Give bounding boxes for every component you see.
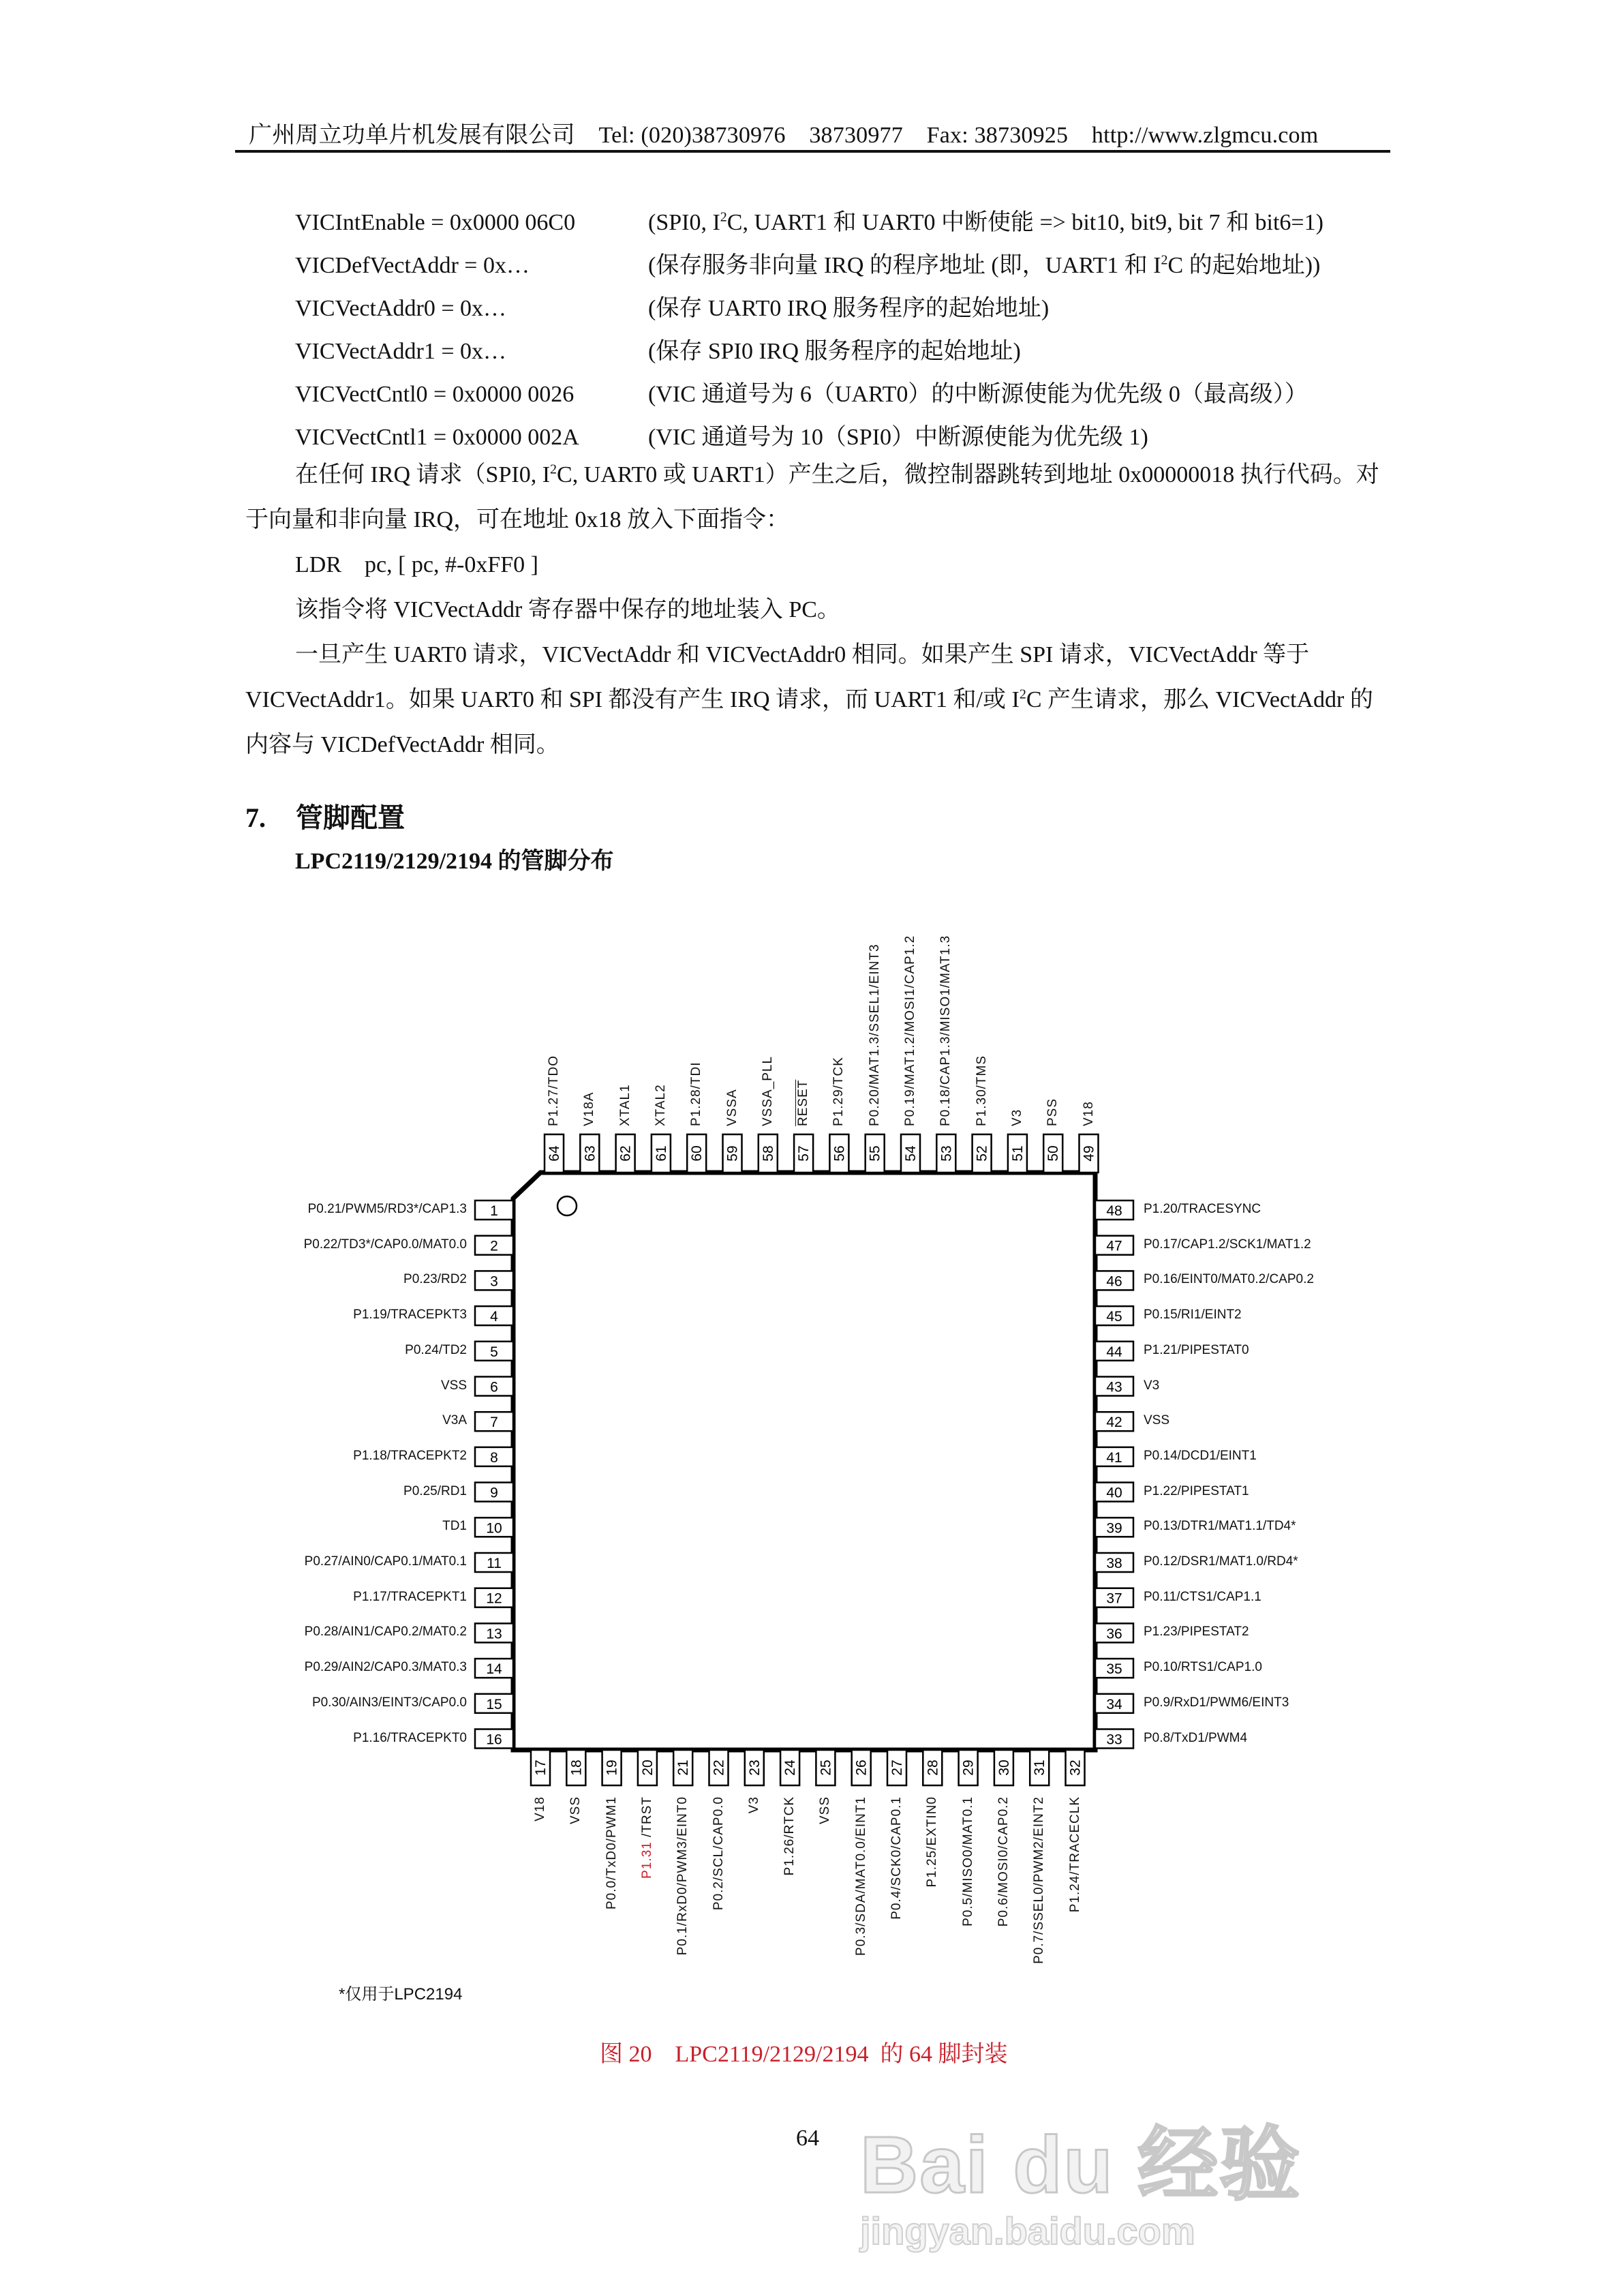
pin-number: 20 — [639, 1759, 656, 1776]
pin-label: P0.2/SCL/CAP0.0 — [711, 1796, 726, 1911]
pin-number: 38 — [1106, 1556, 1122, 1571]
pin-label: P0.25/RD1 — [403, 1483, 467, 1498]
pin-number: 42 — [1106, 1415, 1122, 1431]
pin-number: 60 — [689, 1145, 705, 1162]
pin-number: 4 — [490, 1309, 498, 1325]
pin-label: XTAL2 — [653, 1084, 668, 1126]
pin-label: V18 — [533, 1796, 547, 1822]
watermark-brand: Bai du 经验 — [860, 2120, 1302, 2210]
pin-label: TD1 — [442, 1519, 467, 1534]
pin-number: 52 — [974, 1145, 990, 1162]
pin-number: 15 — [486, 1696, 502, 1712]
pin-number: 11 — [487, 1556, 502, 1571]
pin-number: 1 — [490, 1203, 498, 1219]
pin-number: 62 — [617, 1145, 634, 1162]
pin-number: 14 — [486, 1661, 502, 1678]
pin-number: 37 — [1106, 1590, 1122, 1607]
pin-label: P0.3/SDA/MAT0.0/EINT1 — [853, 1796, 868, 1956]
pin-number: 5 — [490, 1344, 498, 1360]
figure-caption: 图 20 LPC2119/2129/2194 的 64 脚封装 — [600, 2042, 1008, 2067]
pin-label: VSS — [568, 1796, 583, 1825]
pin-label: P1.30/TMS — [974, 1055, 989, 1126]
pin-label: P0.1/RxD0/PWM3/EINT0 — [675, 1796, 690, 1956]
pin-number: 47 — [1106, 1238, 1122, 1254]
pin-number: 28 — [925, 1759, 941, 1776]
pin-number: 16 — [486, 1732, 502, 1748]
pin-number: 13 — [486, 1626, 502, 1642]
pin-number: 50 — [1045, 1145, 1062, 1162]
pin-number: 29 — [960, 1759, 977, 1776]
pin-number: 2 — [490, 1238, 498, 1254]
section-subtitle: LPC2119/2129/2194 的管脚分布 — [295, 849, 614, 874]
pin-label: P0.18/CAP1.3/MISO1/MAT1.3 — [938, 935, 953, 1126]
register-line: VICVectCntl1 = 0x0000 002A (VIC 通道号为 10（SPI0）中断源使能为优先级 1) — [295, 425, 1148, 450]
pin-label: VSS — [1144, 1413, 1170, 1428]
pin-label: P0.4/SCK0/CAP0.1 — [889, 1796, 904, 1920]
pin-number: 35 — [1106, 1661, 1122, 1678]
pin-number: 9 — [490, 1485, 498, 1501]
pin-number: 43 — [1106, 1379, 1122, 1395]
pin-number: 21 — [675, 1759, 692, 1776]
pin-label: P1.29/TCK — [831, 1057, 846, 1126]
pin1-marker-icon — [557, 1196, 577, 1215]
pin-label: P1.19/TRACEPKT3 — [353, 1308, 467, 1323]
paragraph-irq: 在任何 IRQ 请求（SPI0, $I^2C$, UART0 或 UART1）产生之后，微控制器跳转到地址 0x00000018 执行代码。对于向量和非向量 IRQ，可在地址 0x18 放入下面指令： — [245, 462, 1379, 532]
pin-label: PSS — [1045, 1098, 1060, 1126]
page-number: 64 — [796, 2126, 819, 2151]
pin-label: P1.26/RTCK — [782, 1796, 797, 1876]
pin-label: V18 — [1081, 1101, 1096, 1126]
pin-label: P0.8/TxD1/PWM4 — [1144, 1730, 1248, 1745]
pin-number: 53 — [938, 1145, 955, 1162]
pin-label: V3A — [442, 1413, 467, 1428]
pin-label: P0.6/MOSI0/CAP0.2 — [996, 1796, 1011, 1927]
pin-number: 48 — [1106, 1203, 1122, 1219]
pin-label: P0.19/MAT1.2/MOSI1/CAP1.2 — [903, 935, 917, 1126]
pin-number: 57 — [796, 1145, 812, 1162]
pin-label: P0.20/MAT1.3/SSEL1/EINT3 — [867, 943, 882, 1126]
pin-label: P1.21/PIPESTAT0 — [1144, 1342, 1249, 1357]
pin-label-highlight: P1.31 — [639, 1837, 654, 1879]
pin-number: 34 — [1106, 1696, 1122, 1712]
pin-label: VSSA — [724, 1089, 739, 1126]
chip-body — [513, 1173, 1095, 1750]
pin-number: 49 — [1081, 1145, 1097, 1162]
pin-label: P1.28/TDI — [689, 1061, 704, 1126]
pin-label: P0.15/RI1/EINT2 — [1144, 1308, 1242, 1323]
tel-2: 38730977 — [809, 123, 903, 148]
pin-number: 64 — [547, 1145, 562, 1162]
section-heading: 7. 管脚配置 — [245, 802, 405, 833]
pin-number: 7 — [490, 1415, 498, 1431]
pin-number: 58 — [760, 1145, 776, 1162]
code-line: LDR pc, [ pc, #-0xFF0 ] — [295, 552, 538, 577]
pin-number: 8 — [490, 1449, 498, 1466]
pin-label: P0.17/CAP1.2/SCK1/MAT1.2 — [1144, 1237, 1311, 1252]
pin-number: 59 — [724, 1145, 741, 1162]
pin-label: P1.22/PIPESTAT1 — [1144, 1483, 1249, 1498]
pin-number: 55 — [867, 1145, 883, 1162]
pin-label: VSS — [440, 1378, 467, 1393]
paragraph-uart: 一旦产生 UART0 请求，VICVectAddr 和 VICVectAddr0 相同。如果产生 SPI 请求，VICVectAddr 等于 VICVectAddr1。如果 UART0 和 SPI 都没有产生 IRQ 请求，而 UART1 和/或 $I^2C$ 产生请求，那么 VICVectAddr 的内容与 VICDefVectAddr 相同。 — [245, 642, 1373, 757]
pin-number: 24 — [782, 1759, 799, 1776]
pin-number: 54 — [903, 1145, 919, 1162]
register-line: VICVectAddr0 = 0x… (保存 UART0 IRQ 服务程序的起始地址) — [295, 296, 1050, 321]
register-line: VICVectAddr1 = 0x… (保存 SPI0 IRQ 服务程序的起始地址) — [295, 339, 1021, 364]
pin-number: 51 — [1009, 1145, 1026, 1162]
pin-label: P1.20/TRACESYNC — [1144, 1202, 1261, 1216]
pin-number: 27 — [889, 1759, 905, 1776]
pin-label: P0.13/DTR1/MAT1.1/TD4* — [1144, 1519, 1296, 1534]
pin-label: P0.29/AIN2/CAP0.3/MAT0.3 — [304, 1660, 467, 1675]
pin-number: 31 — [1032, 1759, 1048, 1776]
pin-label: P1.23/PIPESTAT2 — [1144, 1625, 1249, 1640]
pin-label: P1.31 /TRST — [639, 1796, 654, 1879]
pin-number: 6 — [490, 1379, 498, 1395]
pin-number: 44 — [1106, 1344, 1122, 1360]
pin-label: VSS — [818, 1796, 833, 1825]
footnote: *仅用于LPC2194 — [339, 1985, 463, 2004]
register-line: VICDefVectAddr = 0x… (保存服务非向量 IRQ 的程序地址 (即，UART1 和 $I^2C$ 的起始地址)) — [295, 252, 1321, 278]
pin-label: P1.16/TRACEPKT0 — [353, 1730, 467, 1745]
pin-number: 41 — [1106, 1449, 1122, 1466]
pin-label: P0.24/TD2 — [405, 1342, 467, 1357]
pin-number: 18 — [568, 1759, 585, 1776]
pin-number: 30 — [996, 1759, 1012, 1776]
pin-number: 32 — [1067, 1759, 1084, 1776]
pin-label: P1.17/TRACEPKT1 — [353, 1589, 467, 1604]
pin-number: 56 — [831, 1145, 848, 1162]
pin-number: 12 — [486, 1590, 502, 1607]
pin-number: 26 — [853, 1759, 870, 1776]
pin-label: P0.0/TxD0/PWM1 — [604, 1796, 619, 1910]
pin-label: P0.23/RD2 — [403, 1272, 467, 1287]
fax: Fax: 38730925 — [926, 123, 1069, 148]
pin-label: P1.25/EXTIN0 — [925, 1796, 940, 1888]
pin-label: P1.24/TRACECLK — [1067, 1796, 1082, 1913]
pin-label: P0.9/RxD1/PWM6/EINT3 — [1144, 1695, 1289, 1710]
watermark-url: jingyan.baidu.com — [860, 2209, 1195, 2252]
paragraph-ldr: 该指令将 VICVectAddr 寄存器中保存的地址装入 PC。 — [295, 597, 840, 622]
pin-label: P0.10/RTS1/CAP1.0 — [1144, 1660, 1262, 1675]
pin-label: P0.28/AIN1/CAP0.2/MAT0.2 — [304, 1625, 467, 1640]
pin-label: P0.11/CTS1/CAP1.1 — [1144, 1589, 1261, 1604]
pin-number: 25 — [818, 1759, 834, 1776]
pin-label: RESET — [796, 1079, 811, 1126]
pin-label: P0.5/MISO0/MAT0.1 — [960, 1796, 975, 1927]
watermark — [860, 2100, 1301, 2253]
pin-label: P0.7/SSEL0/PWM2/EINT2 — [1032, 1796, 1047, 1964]
pin-label: V3 — [746, 1796, 761, 1814]
pin-label: P1.27/TDO — [547, 1055, 561, 1126]
register-line: VICIntEnable = 0x0000 06C0 (SPI0, $I^2C$, UART1 和 UART0 中断使能 => bit10, bit9, bit 7 和 bit6=1) — [295, 209, 1323, 235]
pin-number: 17 — [533, 1759, 549, 1776]
pin-number: 39 — [1106, 1520, 1122, 1537]
pin-boxes — [475, 1134, 1133, 1785]
pin-number: 23 — [746, 1759, 763, 1776]
pin-label: P0.12/DSR1/MAT1.0/RD4* — [1144, 1554, 1298, 1569]
pin-label: V3 — [1009, 1108, 1024, 1126]
pin-label: P1.18/TRACEPKT2 — [353, 1448, 467, 1463]
pin-number: 10 — [486, 1520, 502, 1537]
pin-number: 45 — [1106, 1309, 1122, 1325]
pin-number: 63 — [582, 1145, 598, 1162]
pin-label: P0.22/TD3*/CAP0.0/MAT0.0 — [303, 1237, 467, 1252]
company-name: 广州周立功单片机发展有限公司 — [249, 123, 575, 148]
pin-label: V3 — [1144, 1378, 1160, 1393]
pin-label: P0.16/EINT0/MAT0.2/CAP0.2 — [1144, 1272, 1314, 1287]
pin-label: P0.27/AIN0/CAP0.1/MAT0.1 — [304, 1554, 467, 1569]
pin-number: 40 — [1106, 1485, 1122, 1501]
pin-number: 46 — [1106, 1273, 1122, 1290]
tel: Tel: (020)38730976 — [598, 123, 786, 148]
register-line: VICVectCntl0 = 0x0000 0026 (VIC 通道号为 6（UART0）的中断源使能为优先级 0（最高级）） — [295, 382, 1308, 407]
pin-number: 61 — [653, 1145, 669, 1162]
pin-label: VSSA_PLL — [760, 1055, 775, 1126]
pin-label: XTAL1 — [617, 1084, 632, 1126]
pin-label: P0.14/DCD1/EINT1 — [1144, 1448, 1257, 1463]
pin-number: 19 — [604, 1759, 620, 1776]
pin-number: 22 — [711, 1759, 727, 1776]
pin-number: 33 — [1106, 1732, 1122, 1748]
pin-number: 36 — [1106, 1626, 1122, 1642]
pin-number: 3 — [490, 1273, 498, 1290]
pin-label: P0.21/PWM5/RD3*/CAP1.3 — [307, 1202, 467, 1216]
website-url: http://www.zlgmcu.com — [1091, 123, 1319, 148]
pin-label: P0.30/AIN3/EINT3/CAP0.0 — [311, 1695, 467, 1710]
pin-label: V18A — [582, 1091, 597, 1126]
